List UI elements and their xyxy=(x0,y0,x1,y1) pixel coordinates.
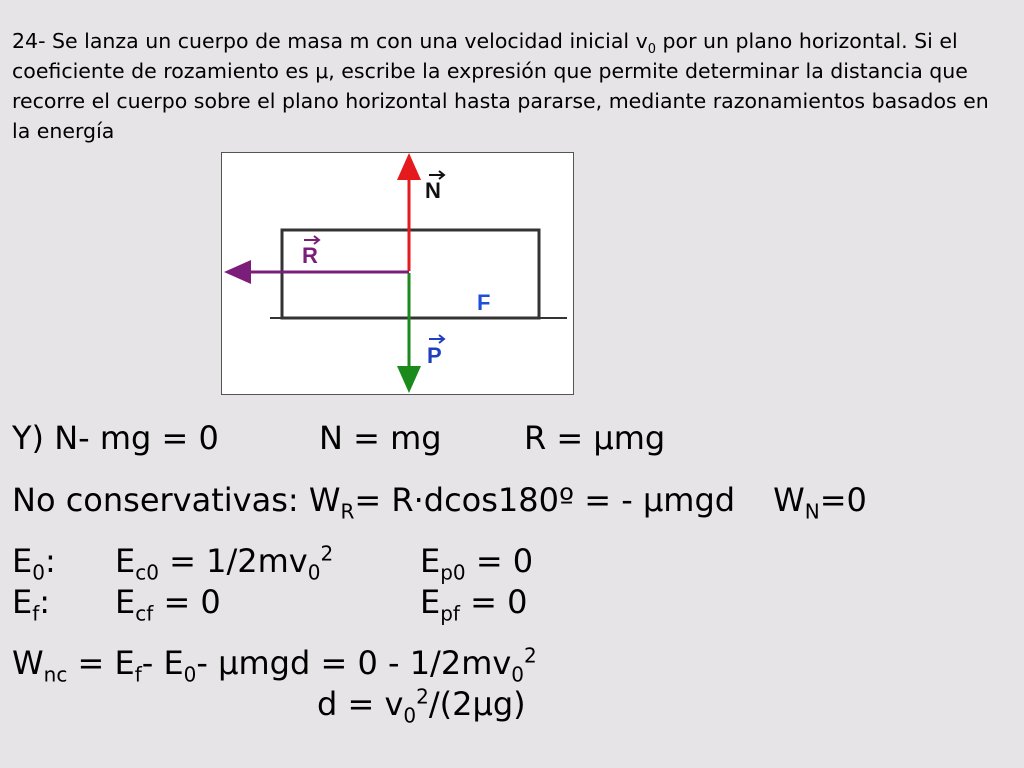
problem-statement xyxy=(12,26,1012,146)
eq1-b: N = mg xyxy=(319,419,442,457)
problem-text-2: por un plano horizontal. Si el coeficiente de rozamiento es μ, escribe la expresión que permite determinar la distancia que recorre el cuerpo sobre el plano horizontal hasta pararse, mediante razonamientos basados en la energía xyxy=(12,29,989,143)
label-f: F xyxy=(477,290,491,315)
force-diagram-svg xyxy=(222,153,573,394)
label-r xyxy=(302,236,319,268)
svg-text:P: P xyxy=(427,343,442,368)
svg-text:R: R xyxy=(302,243,318,268)
svg-text:N: N xyxy=(425,178,441,203)
equation-line-2: No conservativas: $W_R=$ R·dcos180º = - μmgd $W_N=0$ xyxy=(12,481,867,524)
equation-line-5: $W_{nc} = E_f-$ $E_0-$ $\mu mgd = 0 - 1/2mv_0^2$ xyxy=(12,643,537,687)
force-diagram xyxy=(221,152,574,395)
equation-line-6: $d = v_0^2/(2\mu g)$ xyxy=(317,684,526,728)
eq1-c: R = μmg xyxy=(524,419,666,457)
problem-subscript: 0 xyxy=(647,42,657,58)
eq1-a: Y) N- mg = 0 xyxy=(12,419,219,457)
label-p xyxy=(427,335,444,368)
label-n xyxy=(425,171,444,203)
problem-text-1: 24- Se lanza un cuerpo de masa m con una velocidad inicial v xyxy=(12,29,648,53)
